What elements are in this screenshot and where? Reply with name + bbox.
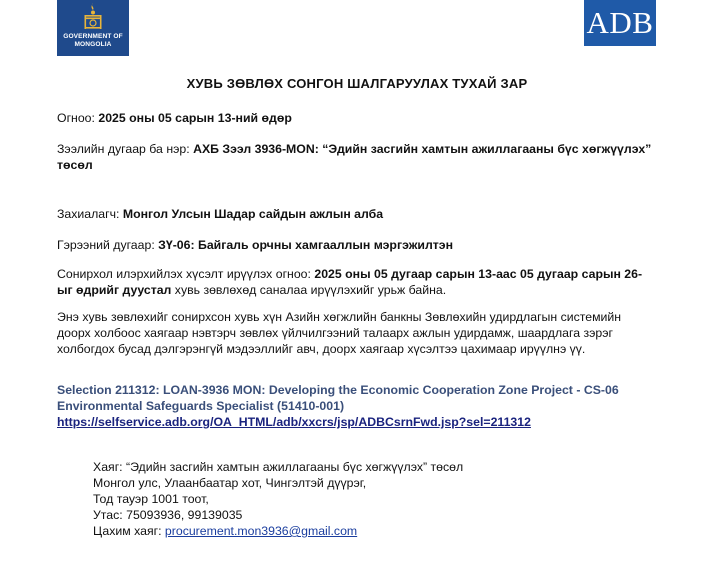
client-label: Захиалагч: xyxy=(57,207,123,221)
deadline-suffix: хувь зөвлөхөд саналаа ирүүлэхийг урьж байна. xyxy=(171,283,447,297)
soyombo-emblem-icon xyxy=(82,2,104,32)
deadline-prefix: Сонирхол илэрхийлэх хүсэлт ирүүлэх огноо: xyxy=(57,267,315,281)
date-value: 2025 оны 05 сарын 13-ний өдөр xyxy=(98,111,292,125)
loan-line xyxy=(57,141,657,173)
contract-label: Гэрээний дугаар: xyxy=(57,238,159,252)
body-paragraph: Энэ хувь зөвлөхийг сонирхсон хувь хүн Азийн хөгжлийн банкны Зөвлөхийн удирдлагын системийн доорх холбоос хаягаар нэвтэрч зөвлөх үйлчилгээний талаарх ажлын удирдамж, шаардлага зэрэг холбогдох бусад дэлгэрэнгүй мэдээллийг авч, доорх хаягаар хүсэлтээ цахимаар ирүүлнэ үү. xyxy=(57,310,622,356)
email-label: Цахим хаяг: xyxy=(93,524,165,538)
gov-logo-text: GOVERNMENT OF MONGOLIA xyxy=(63,33,123,48)
selection-title: Selection 211312: LOAN-3936 MON: Developing the Economic Cooperation Zone Project - CS-06 Environmental Safeguards Specialist (51410-001) xyxy=(57,383,619,413)
address-line-1: Хаяг: “Эдийн засгийн хамтын ажиллагааны бүс хөгжүүлэх” төсөл xyxy=(93,460,464,474)
address-line-3: Тод тауэр 1001 тоот, xyxy=(93,492,209,506)
address-block xyxy=(93,459,653,539)
contract-value: ЗҮ-06: Байгаль орчны хамгааллын мэргэжилтэн xyxy=(158,238,454,252)
address-email-line xyxy=(93,523,653,539)
address-line-2: Монгол улс, Улаанбаатар хот, Чингэлтэй дүүрэг, xyxy=(93,476,367,490)
deadline-value: 2025 оны 05 дугаар сарын 13-аас 05 дугаар сарын 26-ыг өдрийг дуустал xyxy=(57,267,643,297)
government-of-mongolia-logo xyxy=(57,0,129,56)
page-title: ХУВЬ ЗӨВЛӨХ СОНГОН ШАЛГАРУУЛАХ ТУХАЙ ЗАР xyxy=(186,76,528,91)
loan-label: Зээлийн дугаар ба нэр: xyxy=(57,142,194,156)
address-phone: Утас: 75093936, 99139035 xyxy=(93,508,243,522)
selection-link[interactable]: https://selfservice.adb.org/OA_HTML/adb/xxcrs/jsp/ADBCsrnFwd.jsp?sel=211312 xyxy=(57,415,531,429)
selection-block xyxy=(57,382,657,430)
deadline-paragraph xyxy=(57,266,657,298)
contract-line xyxy=(57,237,657,253)
client-value: Монгол Улсын Шадар сайдын ажлын алба xyxy=(122,207,384,221)
client-line xyxy=(57,206,657,222)
loan-value: АХБ Зээл 3936-MON: “Эдийн засгийн хамтын ажиллагааны бүс хөгжүүлэх” төсөл xyxy=(57,142,652,172)
adb-logo: ADB xyxy=(584,0,656,46)
date-line xyxy=(57,110,657,126)
email-link[interactable]: procurement.mon3936@gmail.com xyxy=(164,524,358,538)
date-label: Огноо: xyxy=(57,111,99,125)
